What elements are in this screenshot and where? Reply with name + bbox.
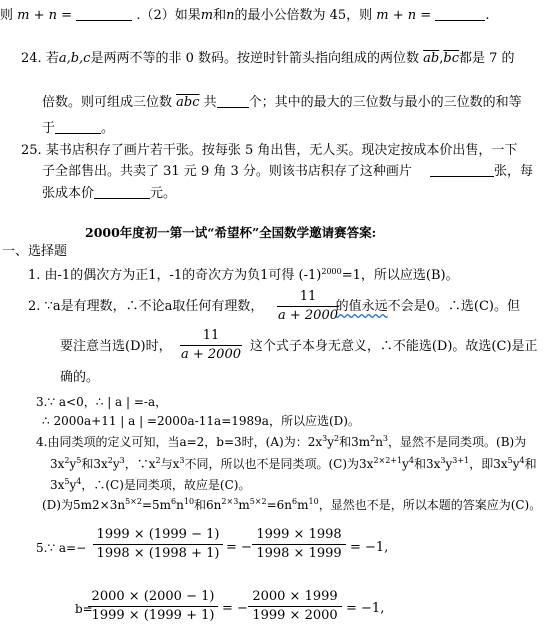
numerator: 2000 × 1999: [252, 589, 338, 604]
text: 和: [213, 8, 227, 23]
text: n: [176, 498, 184, 512]
exponent: 10: [183, 497, 195, 506]
answer-4-line-1: [36, 434, 526, 450]
text: 某书店积存了画片若干张。按每张 5 角出售，无人买。现决定按成本价出售，一下: [45, 143, 518, 158]
numerator: 1999 × (1999 − 1): [96, 527, 220, 542]
exponent: 5×2: [249, 497, 267, 506]
text: 和3m: [339, 435, 371, 449]
fraction-b-2: [248, 589, 342, 624]
text: y: [445, 457, 453, 471]
exponent: 4: [519, 456, 525, 465]
answer-blank: [435, 8, 485, 21]
text: ,: [439, 51, 444, 66]
exponent: 6: [292, 497, 298, 506]
denominator: a + 2000: [181, 347, 241, 362]
denominator: 1999 × 2000: [252, 608, 338, 623]
equals-result: = −1,: [346, 601, 385, 616]
denominator: a + 2000: [278, 308, 338, 323]
text: 。: [101, 121, 115, 136]
text: 元。: [150, 186, 177, 201]
expr: m + n =: [17, 8, 73, 23]
exponent: 10: [308, 497, 319, 506]
question-25-line-2: [42, 164, 533, 180]
equals-minus: = −: [226, 540, 252, 555]
expr: m + n =: [376, 8, 432, 23]
text: 4.由同类项的定义可知，当a=2，b=3时，(A)为：2x: [36, 435, 323, 449]
text: y: [512, 457, 520, 471]
answer-blank: [217, 95, 249, 108]
answer-2-line-1: [28, 299, 520, 315]
text: 的最小公倍数为 45，则: [234, 8, 373, 23]
exponent: 2: [155, 456, 161, 465]
question-number: 25.: [21, 143, 42, 158]
text: n: [375, 435, 383, 449]
text: y: [112, 457, 120, 471]
exponent: 3: [382, 434, 389, 443]
answer-4-line-4: [42, 497, 541, 513]
overlined-number: $\overline{ab}$: [423, 51, 440, 66]
fraction-bar: [277, 306, 339, 307]
question-24-line-2: [42, 95, 522, 111]
exponent: 5: [507, 456, 513, 465]
fraction-a-1: [93, 527, 223, 562]
exponent: 2×2+1: [373, 456, 403, 465]
exponent: 2: [370, 434, 376, 443]
exponent: 2: [333, 434, 340, 443]
text: 1. 由-1的偶次方为正1，-1的奇次方为负1可得 (-1): [28, 268, 322, 283]
text: 这个式子本身无意义，∴不能选(D)。故选(C)是正: [249, 339, 538, 354]
text: m: [297, 498, 309, 512]
fraction-bar: [180, 345, 242, 346]
overlined-number: $\overline{abc}$: [176, 95, 200, 110]
question-24-line-3: [42, 121, 114, 137]
text: 若: [45, 51, 59, 66]
text: 都是 7 的: [458, 51, 515, 66]
answer-number: 2.: [28, 299, 41, 314]
fraction-a-2: [252, 527, 346, 562]
text: ，显然不是同类项。(B)为: [388, 435, 527, 449]
text: y: [69, 457, 77, 471]
var: a,b,c: [58, 51, 91, 66]
answer-5-prefix: 5.∵ a=−: [36, 541, 87, 555]
text: 是两两不等的非 0 数码。按逆时针箭头指向组成的两位数: [90, 51, 420, 66]
denominator: 1998 × 1999: [256, 546, 342, 561]
answer-1: [28, 268, 459, 284]
text: y: [327, 435, 334, 449]
answer-blank: [55, 121, 101, 134]
answer-2-line-3: 确的。: [60, 370, 100, 385]
exponent: 5: [64, 477, 70, 486]
exponent: 2: [64, 456, 70, 465]
numerator: 2000 × (2000 − 1): [91, 589, 215, 604]
exponent: 2: [107, 456, 113, 465]
text: 和3x: [81, 457, 108, 471]
text: 和6n: [194, 498, 222, 512]
top-line: [0, 8, 489, 24]
answer-2-line-2: [60, 339, 538, 355]
exponent: 5×2: [125, 497, 142, 506]
text: 则: [0, 8, 14, 23]
text: ∵a是有理数，∴不论a取任何有理数，: [44, 299, 264, 314]
text: y: [69, 478, 77, 492]
answer-3-line-1: 3.∵ a<0，∴ | a | =-a，: [36, 395, 168, 409]
fraction-bar: [248, 606, 342, 607]
text: ，∵x: [124, 457, 156, 471]
question-25-line-1: [21, 143, 517, 159]
exponent: 3: [179, 456, 185, 465]
text: ，∴(C)是同类项，故应是(C)。: [81, 478, 251, 492]
section-heading: 一、选择题: [2, 244, 68, 259]
exponent: 3: [322, 434, 328, 443]
text: (D)为5m2×3n: [42, 498, 126, 512]
fraction-11-over-a-2000: [277, 289, 339, 324]
answers-title: 2000年度初一第一试“希望杯”全国数学邀请赛答案:: [85, 225, 377, 240]
exponent: 5: [76, 456, 82, 465]
question-24-line-1: [21, 51, 515, 67]
text: m: [238, 498, 250, 512]
exponent: 6: [171, 497, 177, 506]
exponent: 4: [408, 456, 415, 465]
text: 张，每: [494, 164, 534, 179]
exponent: 3: [119, 456, 125, 465]
var: m: [200, 8, 214, 23]
var: n: [226, 8, 235, 23]
text: ，即3x: [469, 457, 508, 471]
text: 个；其中的最大的三位数与最小的三位数的和等: [248, 95, 522, 110]
denominator: 1999 × (1999 + 1): [91, 608, 215, 623]
exponent: 3: [440, 456, 446, 465]
text: 和3x: [414, 457, 441, 471]
text: 张成本价: [42, 186, 95, 201]
answer-blank: [76, 8, 132, 21]
text: ，显然也不是，所以本题的答案应为(C)。: [318, 498, 542, 512]
fraction-11-over-a-2000: [180, 328, 242, 363]
text: =6n: [266, 498, 293, 512]
text: .: [485, 8, 490, 23]
equals-result: = −1,: [350, 540, 389, 555]
numerator: 1999 × 1998: [256, 527, 342, 542]
fraction-bar: [88, 606, 218, 607]
question-25-line-3: [42, 186, 176, 202]
text: 倍数。则可组成三位数: [42, 95, 173, 110]
underlined-text: 的值永远: [335, 299, 388, 314]
text: =1，所以应选(B)。: [341, 268, 459, 283]
numerator: 11: [202, 328, 220, 343]
question-number: 24.: [21, 51, 42, 66]
fraction-b-1: [88, 589, 218, 624]
answer-4-line-2: [50, 456, 537, 472]
overlined-number: $\overline{bc}$: [443, 51, 459, 66]
text: 不同，所以也不是同类项。(C)为3x: [184, 457, 374, 471]
text: 3x: [50, 478, 65, 492]
text: 于: [42, 121, 56, 136]
text: 和: [524, 457, 537, 471]
exponent: 4: [76, 477, 82, 486]
answer-3-line-2: ∴ 2000a+11 | a | =2000a-11a=1989a，所以应选(D)。: [42, 414, 360, 428]
fraction-bar: [252, 544, 346, 545]
numerator: 11: [299, 289, 317, 304]
answer-blank: [94, 186, 150, 199]
text: .（2）如果: [136, 8, 201, 23]
text: 子全部售出。共卖了 31 元 9 角 3 分。则该书店积存了这种画片: [42, 164, 412, 179]
answer-5-b-prefix: b=: [75, 602, 93, 616]
text: 与x: [160, 457, 180, 471]
text: 3x: [50, 457, 65, 471]
exponent: 3+1: [452, 456, 470, 465]
text: y: [402, 457, 409, 471]
text: =5m: [141, 498, 172, 512]
equals-minus: = −: [222, 601, 248, 616]
answer-blank: [430, 164, 494, 177]
text: 要注意当选(D)时，: [60, 339, 172, 354]
text: 不会是0。∴选(C)。但: [387, 299, 520, 314]
denominator: 1998 × (1998 + 1): [96, 546, 220, 561]
fraction-bar: [93, 544, 223, 545]
text: 共: [203, 95, 217, 110]
answer-4-line-3: [50, 477, 250, 493]
exponent: 2000: [321, 267, 342, 276]
exponent: 2×3: [221, 497, 239, 506]
